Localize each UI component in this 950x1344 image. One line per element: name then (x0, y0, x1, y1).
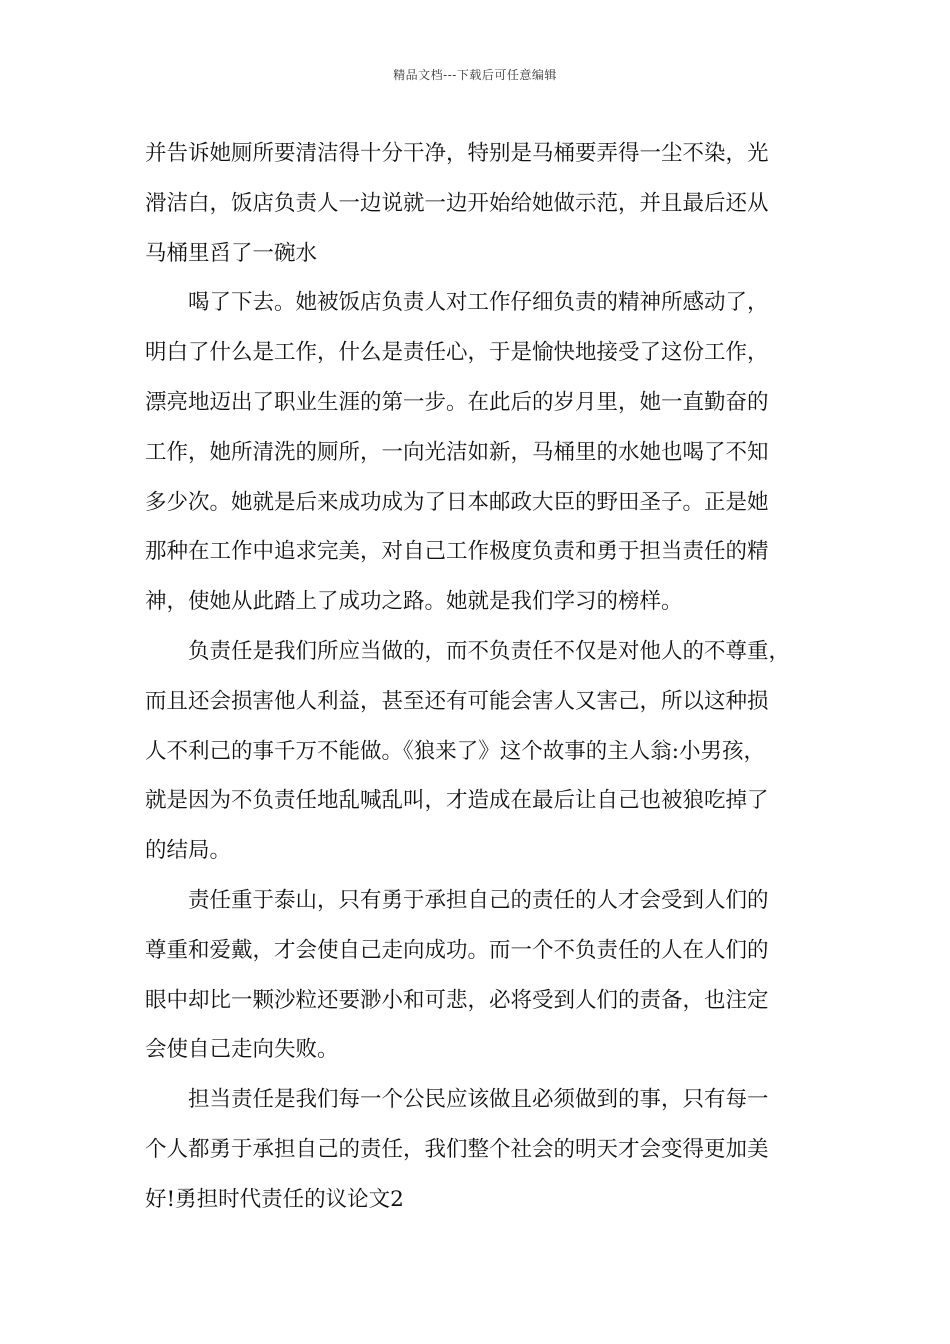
document-body (145, 129, 810, 1225)
page-header: 精品文档---下载后可任意编辑 (393, 68, 557, 82)
paragraph-5: 担当责任是我们每一个公民应该做且必须做到的事，只有每一 个人都勇于承担自己的责任，我们整个社会的明天才会变得更加美 好!勇担时代责任的议论文2 (145, 1087, 769, 1212)
paragraph-3: 负责任是我们所应当做的，而不负责任不仅是对他人的不尊重， 而且还会损害他人利益，甚至还有可能会害人又害己，所以这种损 人不利己的事千万不能做。《狼来了》这个故事的主人翁:小男孩， 就是因为不负责任地乱喊乱叫，才造成在最后让自己也被狼吃掉了 的结局。 (145, 638, 791, 864)
paragraph-1: 并告诉她厕所要清洁得十分干净，特别是马桶要弄得一尘不染，光 滑洁白，饭店负责人一边说就一边开始给她做示范，并且最后还从 马桶里舀了一碗水 (145, 141, 769, 266)
paragraph-2: 喝了下去。她被饭店负责人对工作仔细负责的精神所感动了， 明白了什么是工作，什么是责任心，于是愉快地接受了这份工作， 漂亮地迈出了职业生涯的第一步。在此后的岁月里，她一直勤奋的 工作，她所清洗的厕所，一向光洁如新，马桶里的水她也喝了不知 多少次。她就是后来成功成为了日本邮政大臣的野田圣子。正是她 那种在工作中追求完美，对自己工作极度负责和勇于担当责任的精 神，使她从此踏上了成功之路。她就是我们学习的榜样。 (145, 290, 769, 615)
paragraph-4: 责任重于泰山，只有勇于承担自己的责任的人才会受到人们的 尊重和爱戴，才会使自己走向成功。而一个不负责任的人在人们的 眼中却比一颗沙粒还要渺小和可悲，必将受到人们的责备，也注定 会使自己走向失败。 (145, 887, 769, 1063)
